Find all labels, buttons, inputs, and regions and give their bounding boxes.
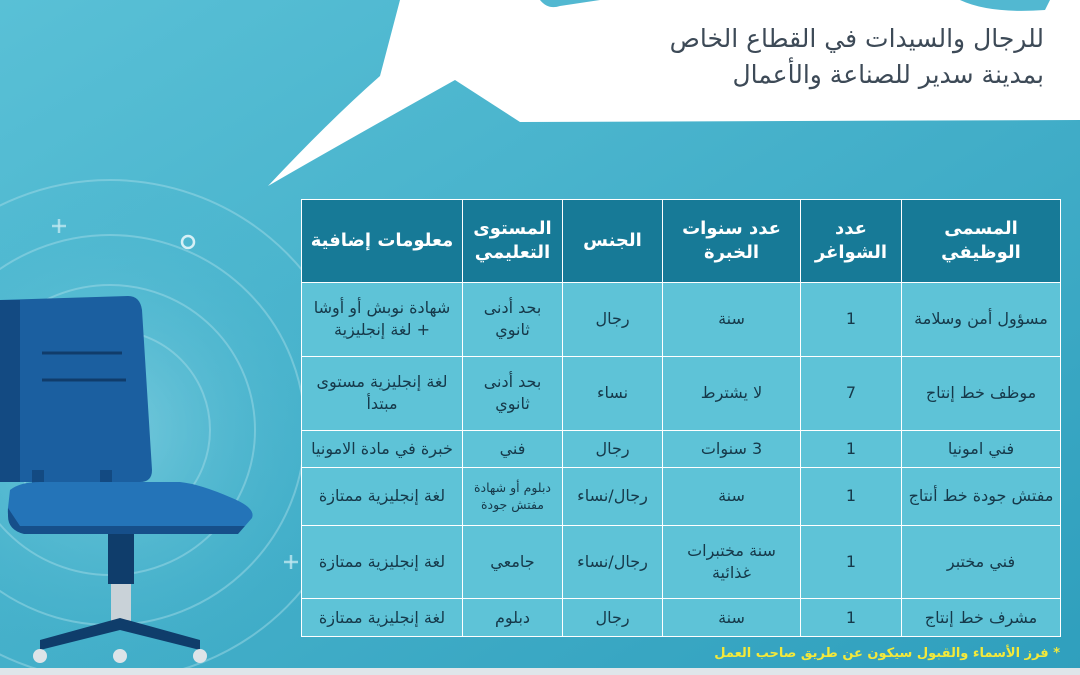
cell-vacancies: 7 <box>801 356 902 430</box>
table-row <box>302 468 1061 525</box>
cell-experience: سنة مختبرات غذائية <box>663 525 801 599</box>
table-row <box>302 430 1061 468</box>
cell-gender: رجال/نساء <box>563 525 663 599</box>
cell-education: دبلوم <box>463 599 563 637</box>
cell-job-title: فني امونيا <box>902 430 1061 468</box>
cell-vacancies: 1 <box>801 468 902 525</box>
table-row <box>302 283 1061 357</box>
cell-additional-info: خبرة في مادة الامونيا <box>302 430 463 468</box>
cell-additional-info: لغة إنجليزية ممتازة <box>302 525 463 599</box>
footer-strip <box>0 668 1080 675</box>
cell-experience: لا يشترط <box>663 356 801 430</box>
header-education: المستوى التعليمي <box>463 200 563 283</box>
cell-gender: رجال <box>563 283 663 357</box>
footnote: * فرز الأسماء والقبول سيكون عن طريق صاحب العمل <box>714 646 1060 661</box>
cell-experience: سنة <box>663 599 801 637</box>
cell-job-title: فني مختبر <box>902 525 1061 599</box>
cell-vacancies: 1 <box>801 525 902 599</box>
subtitle-line-1: للرجال والسيدات في القطاع الخاص <box>669 24 1044 53</box>
cell-vacancies: 1 <box>801 283 902 357</box>
job-vacancies-table <box>301 199 1061 637</box>
header-gender: الجنس <box>563 200 663 283</box>
cell-education: جامعي <box>463 525 563 599</box>
cell-experience: 3 سنوات <box>663 430 801 468</box>
cell-education: بحد أدنى ثانوي <box>463 356 563 430</box>
cell-education: دبلوم أو شهادة مفتش جودة <box>463 468 563 525</box>
cell-job-title: مشرف خط إنتاج <box>902 599 1061 637</box>
subtitle-line-2: بمدينة سدير للصناعة والأعمال <box>732 60 1044 89</box>
cell-gender: رجال <box>563 599 663 637</box>
table-row <box>302 525 1061 599</box>
header-vacancies: عدد الشواغر <box>801 200 902 283</box>
cell-additional-info: لغة إنجليزية مستوى مبتدأ <box>302 356 463 430</box>
cell-gender: رجال/نساء <box>563 468 663 525</box>
table-row <box>302 356 1061 430</box>
cell-job-title: موظف خط إنتاج <box>902 356 1061 430</box>
cell-job-title: مفتش جودة خط أنتاج <box>902 468 1061 525</box>
table-header-row <box>302 200 1061 283</box>
cell-vacancies: 1 <box>801 430 902 468</box>
cell-experience: سنة <box>663 468 801 525</box>
cell-vacancies: 1 <box>801 599 902 637</box>
table-row <box>302 599 1061 637</box>
cell-experience: سنة <box>663 283 801 357</box>
cell-additional-info: شهادة نوبش أو أوشا + لغة إنجليزية <box>302 283 463 357</box>
cell-job-title: مسؤول أمن وسلامة <box>902 283 1061 357</box>
cell-gender: نساء <box>563 356 663 430</box>
cell-additional-info: لغة إنجليزية ممتازة <box>302 468 463 525</box>
header-additional-info: معلومات إضافية <box>302 200 463 283</box>
header-experience: عدد سنوات الخبرة <box>663 200 801 283</box>
cell-additional-info: لغة إنجليزية ممتازة <box>302 599 463 637</box>
cell-education: فني <box>463 430 563 468</box>
cell-education: بحد أدنى ثانوي <box>463 283 563 357</box>
header-job-title: المسمى الوظيفي <box>902 200 1061 283</box>
cell-gender: رجال <box>563 430 663 468</box>
